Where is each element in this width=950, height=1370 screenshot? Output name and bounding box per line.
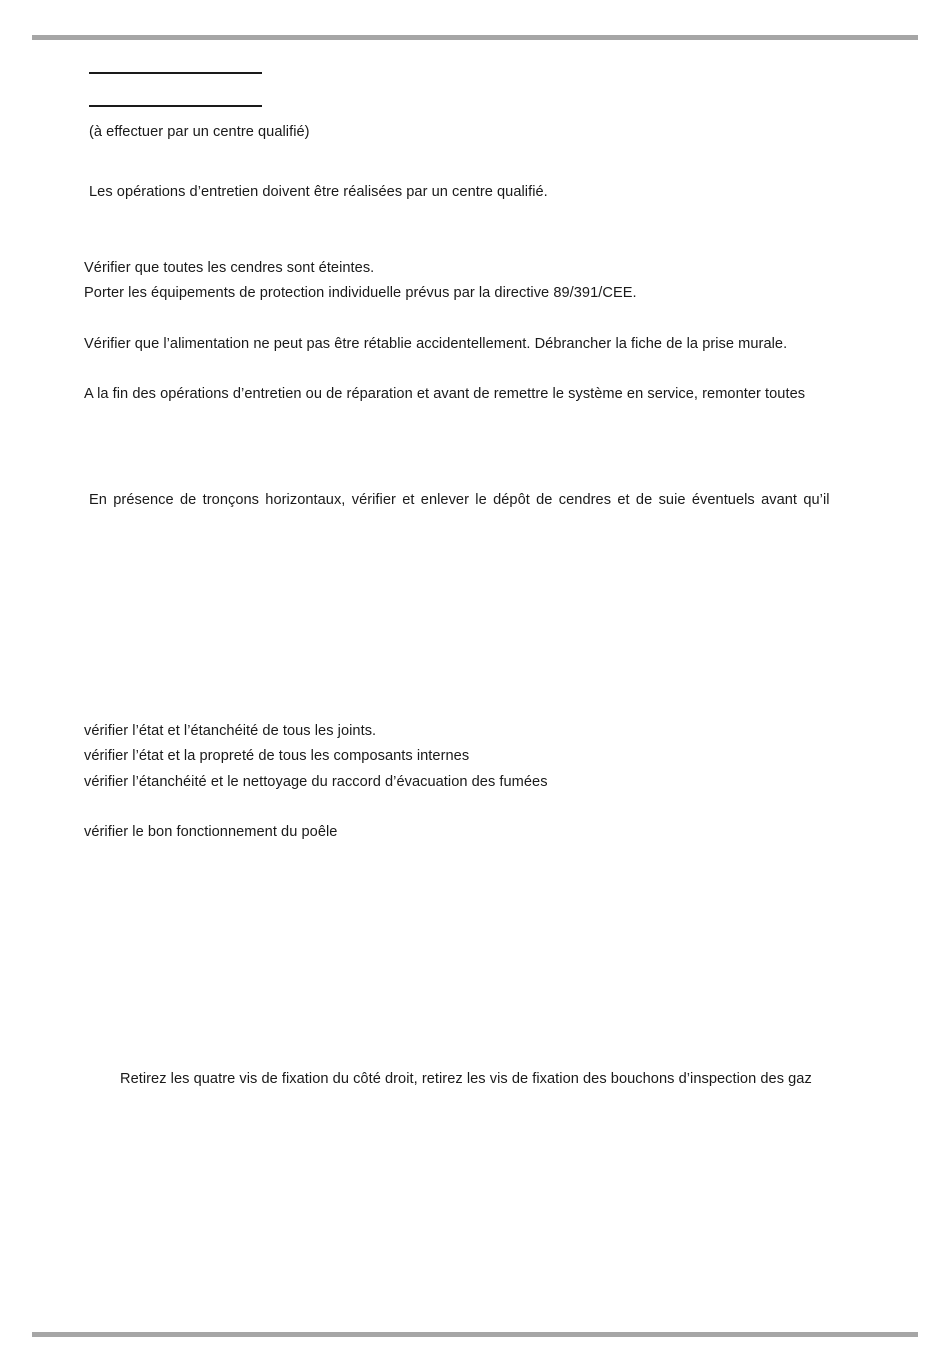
top-page-rule xyxy=(32,35,918,40)
qualified-center-note: (à effectuer par un centre qualifié) xyxy=(89,124,310,140)
check-item-seals: vérifier l’état et l’étanchéité de tous les joints. xyxy=(84,723,377,739)
procedure-paragraph: Retirez les quatre vis de fixation du côté droit, retirez les vis de fixation des bouchons d’inspection des gaz xyxy=(120,1071,812,1087)
check-item-internal-components: vérifier l’état et la propreté de tous les composants internes xyxy=(84,748,470,764)
safety-line-power: Vérifier que l’alimentation ne peut pas être rétablie accidentellement. Débrancher la fiche de la prise murale. xyxy=(84,336,788,352)
check-item-stove-operation: vérifier le bon fonctionnement du poêle xyxy=(84,824,338,840)
check-item-flue-connector: vérifier l’étanchéité et le nettoyage du raccord d’évacuation des fumées xyxy=(84,774,548,790)
safety-line-reassembly: A la fin des opérations d’entretien ou de réparation et avant de remettre le système en service, remonter toutes xyxy=(84,386,806,402)
flue-cleaning-paragraph: En présence de tronçons horizontaux, vérifier et enlever le dépôt de cendres et de suie éventuels avant qu’il xyxy=(89,492,830,508)
safety-line-ashes: Vérifier que toutes les cendres sont éteintes. xyxy=(84,260,375,276)
subheading-underline xyxy=(89,105,262,107)
safety-line-ppe: Porter les équipements de protection individuelle prévus par la directive 89/391/CEE. xyxy=(84,285,637,301)
intro-paragraph: Les opérations d’entretien doivent être réalisées par un centre qualifié. xyxy=(89,184,548,200)
bottom-page-rule xyxy=(32,1332,918,1337)
heading-underline xyxy=(89,72,262,74)
